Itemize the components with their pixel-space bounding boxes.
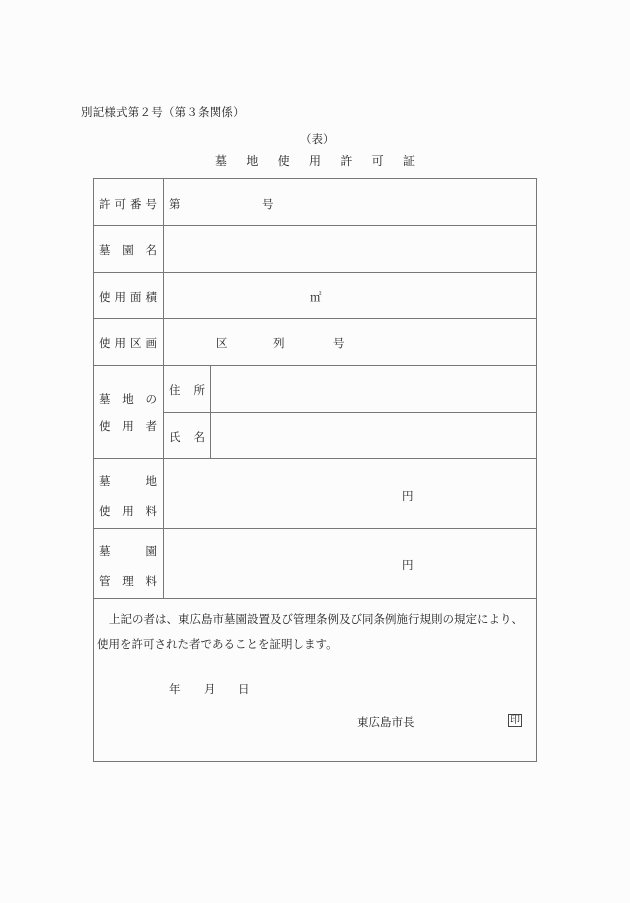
row-divider	[93, 365, 537, 366]
title-char: 可	[371, 154, 384, 168]
plot-number-unit: 号	[333, 336, 345, 350]
side-label: （表）	[300, 132, 335, 146]
row-divider	[93, 458, 537, 459]
cemetery-name-field[interactable]	[168, 230, 532, 268]
title-char: 地	[246, 154, 259, 168]
yen-unit: 円	[402, 489, 414, 503]
label-address: 住 所	[169, 383, 205, 397]
label-permit-number: 許 可 番 号	[99, 197, 157, 211]
row-divider	[93, 272, 537, 273]
certificate-statement-line2: 使用を許可された者であることを証明します。	[97, 637, 338, 651]
row-divider	[93, 598, 537, 599]
title-char: 墓	[215, 154, 228, 168]
permit-number-suffix: 号	[262, 197, 274, 211]
label-cemetery-name: 墓 園 名	[99, 243, 157, 257]
name-field[interactable]	[215, 416, 532, 454]
title-char: 許	[340, 154, 353, 168]
usage-area-field[interactable]	[168, 277, 308, 315]
row-divider	[93, 225, 537, 226]
label-cemetery-usage-fee-line1: 墓 地	[99, 474, 157, 488]
label-management-fee-line2: 管 理 料	[99, 574, 157, 588]
permit-number-prefix: 第	[169, 197, 181, 211]
management-fee-field[interactable]	[168, 533, 398, 593]
label-user-line1: 墓 地 の	[99, 392, 157, 406]
plot-section-unit: 区	[216, 336, 228, 350]
document-title	[215, 152, 415, 169]
label-usage-plot: 使 用 区 画	[99, 336, 157, 350]
label-user-line2: 使 用 者	[99, 419, 157, 433]
plot-row-unit: 列	[273, 336, 285, 350]
form-number: 別記様式第２号（第３条関係）	[81, 105, 245, 119]
address-field[interactable]	[215, 370, 532, 408]
title-char: 使	[277, 154, 290, 168]
issuer-title: 東広島市長	[357, 715, 415, 729]
sub-row-divider	[163, 412, 537, 413]
sub-label-column-divider	[210, 365, 211, 458]
title-char: 証	[402, 154, 415, 168]
date-month-unit: 月	[204, 682, 216, 696]
title-char: 用	[308, 154, 321, 168]
usage-fee-field[interactable]	[168, 463, 398, 523]
yen-unit: 円	[402, 558, 414, 572]
date-day-unit: 日	[238, 682, 250, 696]
certificate-statement-line1: 上記の者は、東広島市墓園設置及び管理条例及び同条例施行規則の規定により、	[109, 612, 523, 626]
row-divider	[93, 318, 537, 319]
label-column-divider	[163, 178, 164, 598]
label-cemetery-usage-fee-line2: 使 用 料	[99, 504, 157, 518]
label-management-fee-line1: 墓 園	[99, 544, 157, 558]
square-meter-unit: ㎡	[310, 290, 322, 304]
date-year-unit: 年	[169, 682, 181, 696]
permit-number-field[interactable]	[185, 190, 257, 212]
label-name: 氏 名	[169, 430, 205, 444]
label-usage-area: 使 用 面 積	[99, 290, 157, 304]
seal-mark: 印	[510, 715, 520, 726]
row-divider	[93, 528, 537, 529]
